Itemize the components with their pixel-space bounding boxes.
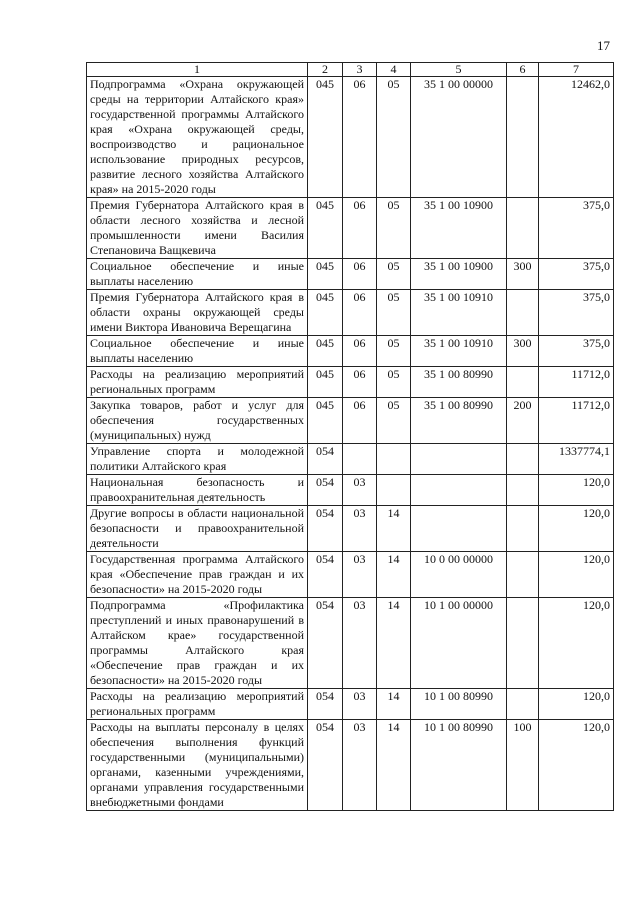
row-csr-cell: 10 1 00 80990 bbox=[411, 720, 507, 811]
row-pr-cell: 05 bbox=[377, 77, 411, 198]
row-rz-cell: 06 bbox=[343, 367, 377, 398]
row-pr-cell bbox=[377, 444, 411, 475]
row-csr-cell bbox=[411, 444, 507, 475]
row-grbs-cell: 045 bbox=[308, 367, 343, 398]
table-row bbox=[87, 259, 614, 290]
col-header-pr: 4 bbox=[377, 63, 411, 77]
row-sum-cell: 375,0 bbox=[539, 336, 614, 367]
row-grbs-cell: 054 bbox=[308, 506, 343, 552]
row-name-cell: Социальное обеспечение и иные выплаты населению bbox=[87, 336, 308, 367]
row-rz-cell: 06 bbox=[343, 398, 377, 444]
row-name-cell: Подпрограмма «Профилактика преступлений и иных правонарушений в Алтайском крае» государственной программы Алтайского края «Обеспечение прав граждан и их безопасности» на 2015-2020 годы bbox=[87, 598, 308, 689]
row-name-cell: Расходы на реализацию мероприятий региональных программ bbox=[87, 689, 308, 720]
row-csr-cell: 35 1 00 10910 bbox=[411, 290, 507, 336]
col-header-csr: 5 bbox=[411, 63, 507, 77]
row-sum-cell: 1337774,1 bbox=[539, 444, 614, 475]
table-row bbox=[87, 398, 614, 444]
row-vr-cell: 300 bbox=[507, 259, 539, 290]
row-pr-cell bbox=[377, 475, 411, 506]
row-pr-cell: 14 bbox=[377, 506, 411, 552]
row-grbs-cell: 045 bbox=[308, 198, 343, 259]
row-csr-cell: 35 1 00 80990 bbox=[411, 367, 507, 398]
row-pr-cell: 14 bbox=[377, 689, 411, 720]
table-row bbox=[87, 475, 614, 506]
row-pr-cell: 14 bbox=[377, 552, 411, 598]
row-rz-cell: 03 bbox=[343, 475, 377, 506]
row-sum-cell: 120,0 bbox=[539, 506, 614, 552]
col-header-sum: 7 bbox=[539, 63, 614, 77]
row-grbs-cell: 054 bbox=[308, 689, 343, 720]
row-name-cell: Премия Губернатора Алтайского края в области охраны окружающей среды имени Виктора Ивановича Верещагина bbox=[87, 290, 308, 336]
row-name-cell: Государственная программа Алтайского края «Обеспечение прав граждан и их безопасности» на 2015-2020 годы bbox=[87, 552, 308, 598]
row-name-cell: Подпрограмма «Охрана окружающей среды на территории Алтайского края» государственной программы Алтайского края «Охрана окружающей среды, воспроизводство и рациональное использование природных ресурсов, развитие лесного хозяйства Алтайского края» на 2015-2020 годы bbox=[87, 77, 308, 198]
row-csr-cell: 35 1 00 10900 bbox=[411, 259, 507, 290]
row-vr-cell bbox=[507, 444, 539, 475]
row-rz-cell: 03 bbox=[343, 689, 377, 720]
row-sum-cell: 375,0 bbox=[539, 198, 614, 259]
row-rz-cell: 03 bbox=[343, 720, 377, 811]
table-row bbox=[87, 552, 614, 598]
row-name-cell: Другие вопросы в области национальной безопасности и правоохранительной деятельности bbox=[87, 506, 308, 552]
row-vr-cell bbox=[507, 598, 539, 689]
row-sum-cell: 120,0 bbox=[539, 475, 614, 506]
row-name-cell: Расходы на реализацию мероприятий региональных программ bbox=[87, 367, 308, 398]
row-grbs-cell: 054 bbox=[308, 598, 343, 689]
row-name-cell: Закупка товаров, работ и услуг для обеспечения государственных (муниципальных) нужд bbox=[87, 398, 308, 444]
row-sum-cell: 120,0 bbox=[539, 720, 614, 811]
col-header-grbs: 2 bbox=[308, 63, 343, 77]
table-row bbox=[87, 720, 614, 811]
row-name-cell: Национальная безопасность и правоохранительная деятельность bbox=[87, 475, 308, 506]
col-header-vr: 6 bbox=[507, 63, 539, 77]
row-name-cell: Управление спорта и молодежной политики Алтайского края bbox=[87, 444, 308, 475]
row-grbs-cell: 054 bbox=[308, 444, 343, 475]
row-grbs-cell: 045 bbox=[308, 336, 343, 367]
row-sum-cell: 120,0 bbox=[539, 689, 614, 720]
row-name-cell: Расходы на выплаты персоналу в целях обеспечения выполнения функций государственными (муниципальными) органами, казенными учреждениями, органами управления государственными внебюджетными фондами bbox=[87, 720, 308, 811]
page-number: 17 bbox=[597, 38, 610, 53]
row-pr-cell: 14 bbox=[377, 598, 411, 689]
row-sum-cell: 120,0 bbox=[539, 598, 614, 689]
row-rz-cell: 06 bbox=[343, 77, 377, 198]
row-grbs-cell: 045 bbox=[308, 398, 343, 444]
row-pr-cell: 05 bbox=[377, 398, 411, 444]
row-pr-cell: 05 bbox=[377, 290, 411, 336]
table-row bbox=[87, 506, 614, 552]
row-grbs-cell: 054 bbox=[308, 720, 343, 811]
row-rz-cell: 06 bbox=[343, 290, 377, 336]
row-grbs-cell: 054 bbox=[308, 475, 343, 506]
col-header-rz: 3 bbox=[343, 63, 377, 77]
col-header-name: 1 bbox=[87, 63, 308, 77]
row-rz-cell: 06 bbox=[343, 336, 377, 367]
table-row bbox=[87, 689, 614, 720]
row-rz-cell: 03 bbox=[343, 598, 377, 689]
row-rz-cell: 03 bbox=[343, 552, 377, 598]
header-row bbox=[87, 63, 614, 77]
row-csr-cell: 10 0 00 00000 bbox=[411, 552, 507, 598]
row-vr-cell bbox=[507, 290, 539, 336]
row-pr-cell: 05 bbox=[377, 336, 411, 367]
row-csr-cell: 10 1 00 80990 bbox=[411, 689, 507, 720]
row-grbs-cell: 054 bbox=[308, 552, 343, 598]
table-row bbox=[87, 336, 614, 367]
table-row bbox=[87, 444, 614, 475]
row-csr-cell: 35 1 00 10910 bbox=[411, 336, 507, 367]
row-csr-cell: 35 1 00 10900 bbox=[411, 198, 507, 259]
row-sum-cell: 375,0 bbox=[539, 290, 614, 336]
row-sum-cell: 12462,0 bbox=[539, 77, 614, 198]
row-vr-cell bbox=[507, 552, 539, 598]
row-name-cell: Премия Губернатора Алтайского края в области лесного хозяйства и лесной промышленности имени Василия Степановича Ващкевича bbox=[87, 198, 308, 259]
row-grbs-cell: 045 bbox=[308, 77, 343, 198]
row-csr-cell: 10 1 00 00000 bbox=[411, 598, 507, 689]
row-rz-cell: 06 bbox=[343, 198, 377, 259]
row-csr-cell: 35 1 00 80990 bbox=[411, 398, 507, 444]
row-rz-cell: 06 bbox=[343, 259, 377, 290]
row-vr-cell bbox=[507, 506, 539, 552]
row-vr-cell bbox=[507, 77, 539, 198]
row-vr-cell bbox=[507, 198, 539, 259]
row-name-cell: Социальное обеспечение и иные выплаты населению bbox=[87, 259, 308, 290]
row-sum-cell: 11712,0 bbox=[539, 367, 614, 398]
row-vr-cell bbox=[507, 475, 539, 506]
row-vr-cell: 300 bbox=[507, 336, 539, 367]
row-grbs-cell: 045 bbox=[308, 290, 343, 336]
row-vr-cell bbox=[507, 689, 539, 720]
table-row bbox=[87, 598, 614, 689]
row-rz-cell: 03 bbox=[343, 506, 377, 552]
row-grbs-cell: 045 bbox=[308, 259, 343, 290]
row-sum-cell: 11712,0 bbox=[539, 398, 614, 444]
row-vr-cell: 100 bbox=[507, 720, 539, 811]
row-sum-cell: 120,0 bbox=[539, 552, 614, 598]
table-row bbox=[87, 290, 614, 336]
row-csr-cell bbox=[411, 475, 507, 506]
row-pr-cell: 14 bbox=[377, 720, 411, 811]
row-pr-cell: 05 bbox=[377, 198, 411, 259]
row-vr-cell bbox=[507, 367, 539, 398]
row-rz-cell bbox=[343, 444, 377, 475]
table-row bbox=[87, 77, 614, 198]
row-sum-cell: 375,0 bbox=[539, 259, 614, 290]
row-pr-cell: 05 bbox=[377, 367, 411, 398]
row-csr-cell bbox=[411, 506, 507, 552]
row-pr-cell: 05 bbox=[377, 259, 411, 290]
row-vr-cell: 200 bbox=[507, 398, 539, 444]
row-csr-cell: 35 1 00 00000 bbox=[411, 77, 507, 198]
table-row bbox=[87, 367, 614, 398]
table-row bbox=[87, 198, 614, 259]
budget-table bbox=[86, 62, 614, 811]
